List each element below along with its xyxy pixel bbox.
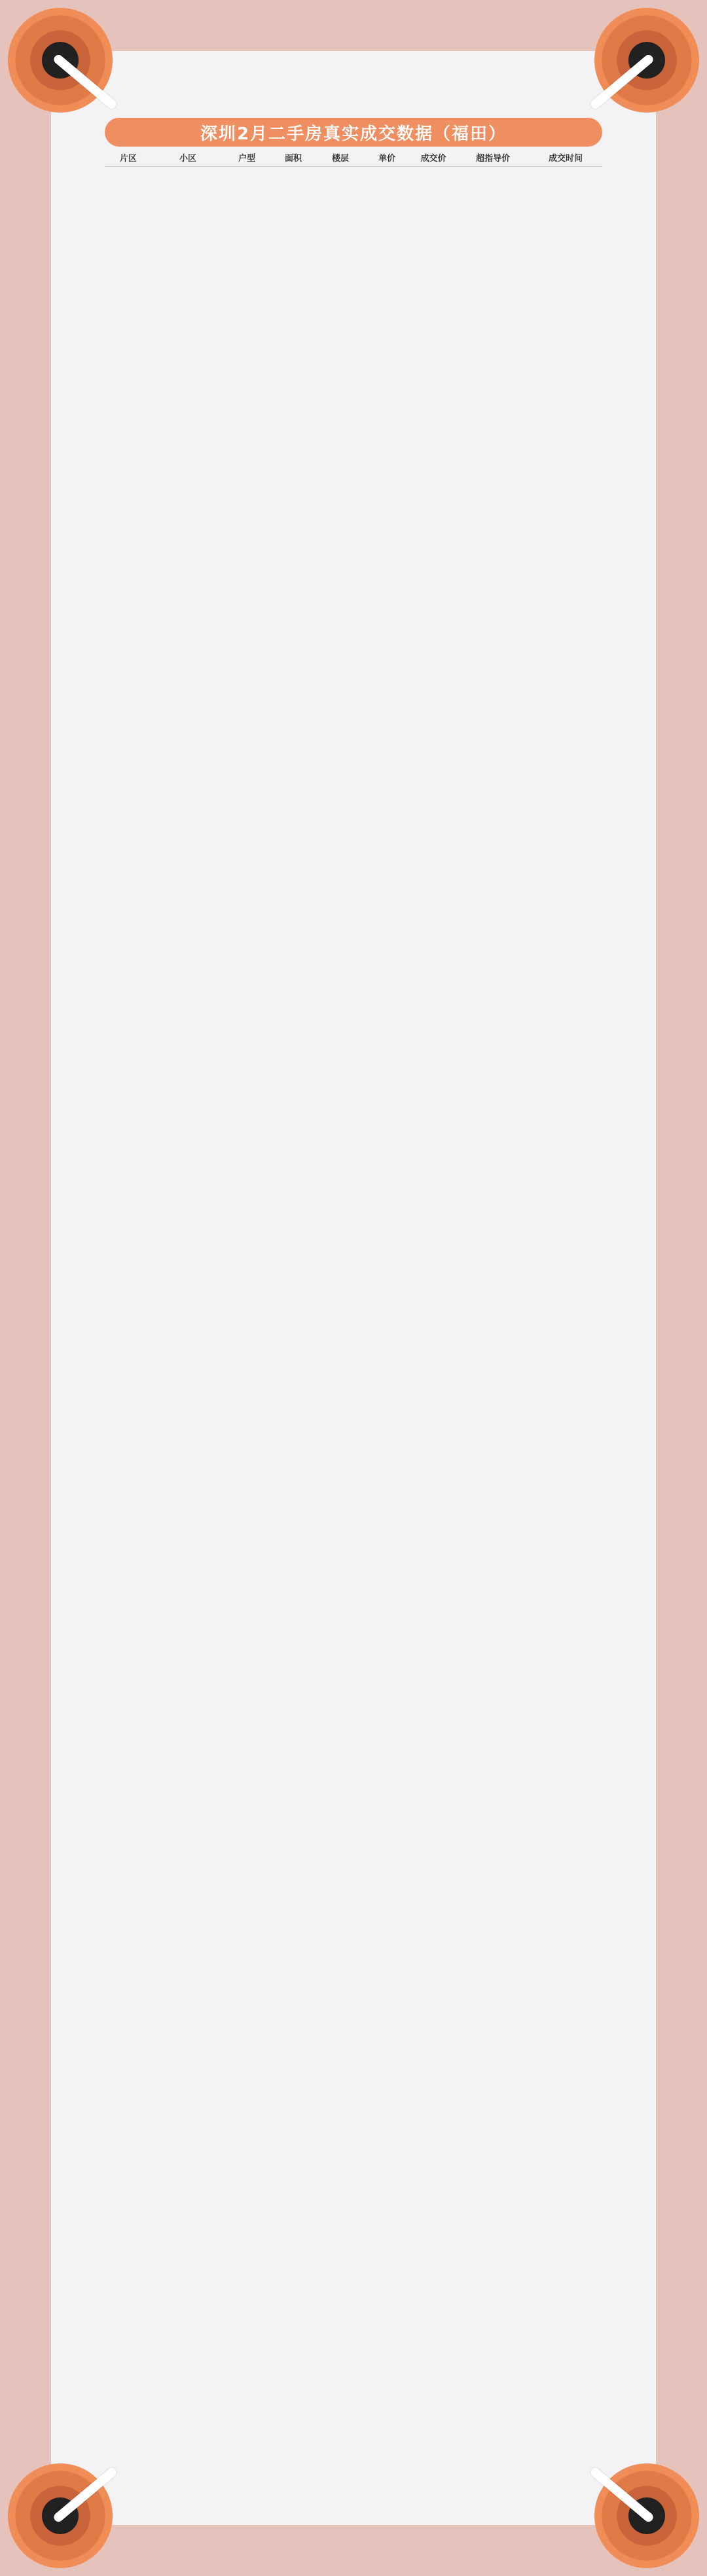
header-deal-time: 成交时间 [529,148,602,167]
table-header-row [105,148,602,167]
header-unit-price: 单价 [364,148,410,167]
header-over-guide: 超指导价 [457,148,529,167]
header-deal-price: 成交价 [410,148,457,167]
header-floor: 楼层 [317,148,364,167]
poster-frame [51,51,656,2525]
header-estate: 小区 [152,148,224,167]
header-area: 面积 [270,148,317,167]
page-title: 深圳2月二手房真实成交数据（福田） [105,118,602,147]
header-district: 片区 [105,148,152,167]
transaction-table [105,148,602,167]
header-layout: 户型 [224,148,270,167]
